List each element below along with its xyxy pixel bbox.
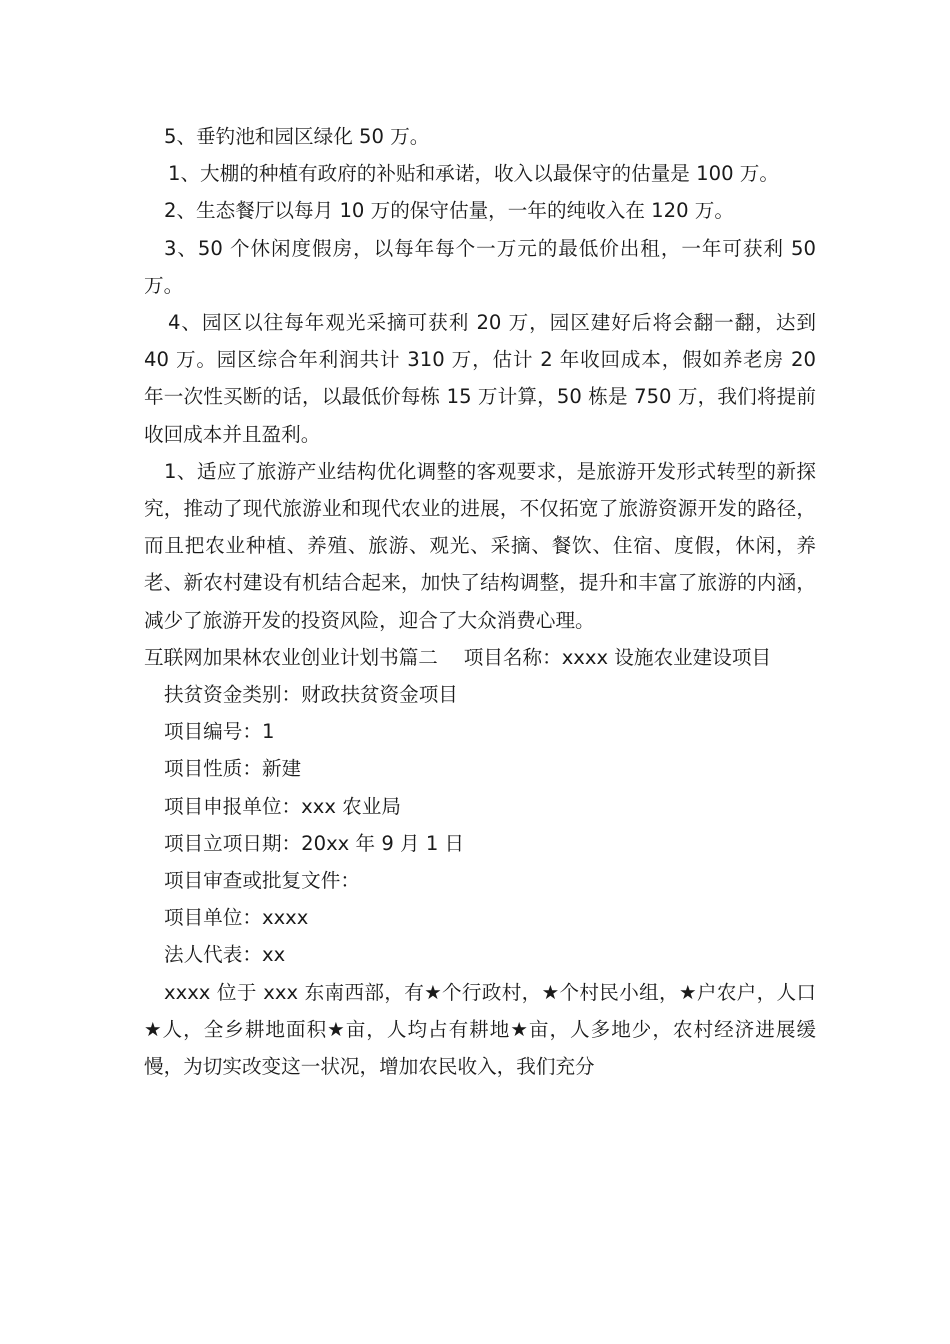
field-approval-date: 项目立项日期：20xx 年 9 月 1 日: [164, 831, 465, 855]
document-body: [144, 118, 816, 1085]
paragraph-tourism-benefits: 1、适应了旅游产业结构优化调整的客观要求，是旅游开发形式转型的新探究，推动了现代旅游业和现代农业的进展，不仅拓宽了旅游资源开发的路径，而且把农业种植、养殖、旅游、观光、采摘、餐饮、住宿、度假，休闲，养老、新农村建设有机结合起来，加快了结构调整，提升和丰富了旅游的内涵，减少了旅游开发的投资风险，迎合了大众消费心理。: [144, 459, 816, 632]
field-applicant-unit: 项目申报单位：xxx 农业局: [164, 794, 401, 818]
section-heading: 互联网加果林农业创业计划书篇二 项目名称：xxxx 设施农业建设项目: [144, 645, 772, 669]
paragraph-fishing-pond: 5、垂钓池和园区绿化 50 万。: [164, 125, 430, 148]
field-project-unit: 项目单位：xxxx: [164, 906, 309, 930]
field-fund-category: 扶贫资金类别：财政扶贫资金项目: [164, 683, 458, 707]
paragraph-eco-restaurant: 2、生态餐厅以每月 10 万的保守估量，一年的纯收入在 120 万。: [164, 199, 734, 223]
paragraph-vacation-houses: 3、50 个休闲度假房，以每年每个一万元的最低价出租，一年可获利 50 万。: [144, 236, 816, 297]
field-approval-document: 项目审查或批复文件：: [164, 869, 360, 893]
paragraph-greenhouse-income: 1、大棚的种植有政府的补贴和承诺，收入以最保守的估量是 100 万。: [168, 162, 779, 186]
field-legal-representative: 法人代表：xx: [164, 943, 286, 967]
paragraph-background: xxxx 位于 xxx 东南西部，有★个行政村，★个村民小组，★户农户，人口★人，全乡耕地面积★亩，人均占有耕地★亩，人多地少，农村经济进展缓慢，为切实改变这一状况，增加农民收入，我们充分: [144, 980, 816, 1079]
field-project-number: 项目编号：1: [164, 720, 275, 744]
field-project-nature: 项目性质：新建: [164, 757, 302, 781]
paragraph-park-profit: 4、园区以往每年观光采摘可获利 20 万，园区建好后将会翻一翻，达到 40 万。园区综合年利润共计 310 万，估计 2 年收回成本，假如养老房 20 年一次性买断的话，以最低价每栋 15 万计算，50 栋是 750 万，我们将提前收回成本并且盈利。: [144, 311, 816, 446]
